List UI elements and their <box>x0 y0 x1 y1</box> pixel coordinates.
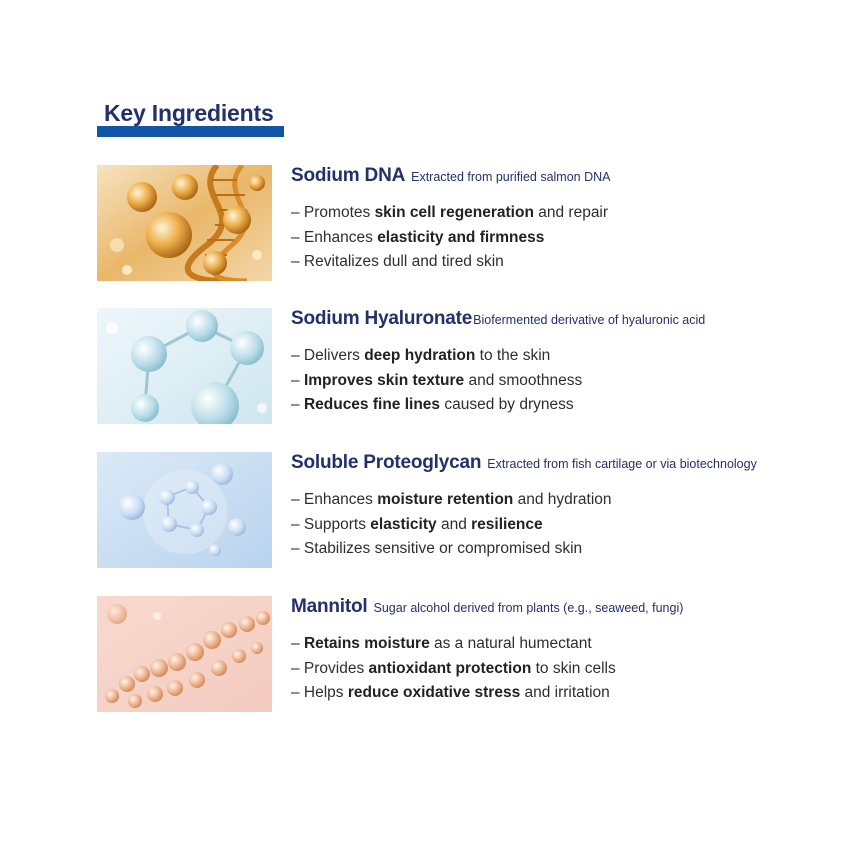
molecule-bubble-blue-icon <box>97 452 272 568</box>
molecule-helix-peach-icon <box>97 596 272 712</box>
ingredient-row-sodium-hyaluronate <box>97 308 817 424</box>
benefit-item: – Provides antioxidant protection to skin cells <box>291 659 616 677</box>
ingredient-name: Sodium DNA <box>291 165 406 186</box>
ingredient-name: Mannitol <box>291 596 368 617</box>
title-underline-bar <box>97 126 284 137</box>
ingredient-source: Extracted from fish cartilage or via biotechnology <box>487 457 757 471</box>
benefit-item: – Enhances elasticity and firmness <box>291 228 545 246</box>
benefit-item: – Improves skin texture and smoothness <box>291 371 583 389</box>
ingredient-row-mannitol <box>97 596 817 712</box>
benefit-item: – Promotes skin cell regeneration and repair <box>291 204 609 221</box>
section-title: Key Ingredients <box>104 100 274 126</box>
benefit-item: – Enhances moisture retention and hydration <box>291 491 612 508</box>
benefit-item: – Reduces fine lines caused by dryness <box>291 396 574 413</box>
ingredient-source: Biofermented derivative of hyaluronic acid <box>473 313 706 327</box>
ingredient-name: Soluble Proteoglycan <box>291 452 482 473</box>
ingredient-row-soluble-proteoglycan <box>97 452 817 568</box>
ingredient-row-sodium-dna <box>97 165 817 281</box>
ingredient-source: Sugar alcohol derived from plants (e.g., seaweed, fungi) <box>373 601 684 615</box>
ingredient-source: Extracted from purified salmon DNA <box>411 170 611 184</box>
dna-helix-gold-icon <box>97 165 272 281</box>
ingredient-name: Sodium Hyaluronate <box>291 308 473 329</box>
benefit-item: – Retains moisture as a natural humectant <box>291 635 592 652</box>
benefit-item: – Supports elasticity and resilience <box>291 515 543 533</box>
benefit-item: – Delivers deep hydration to the skin <box>291 347 551 364</box>
benefit-item: – Revitalizes dull and tired skin <box>291 253 504 270</box>
molecule-chain-blue-icon <box>97 308 272 424</box>
section-heading <box>97 100 274 127</box>
benefit-item: – Stabilizes sensitive or compromised skin <box>291 540 583 557</box>
benefit-item: – Helps reduce oxidative stress and irritation <box>291 684 610 701</box>
